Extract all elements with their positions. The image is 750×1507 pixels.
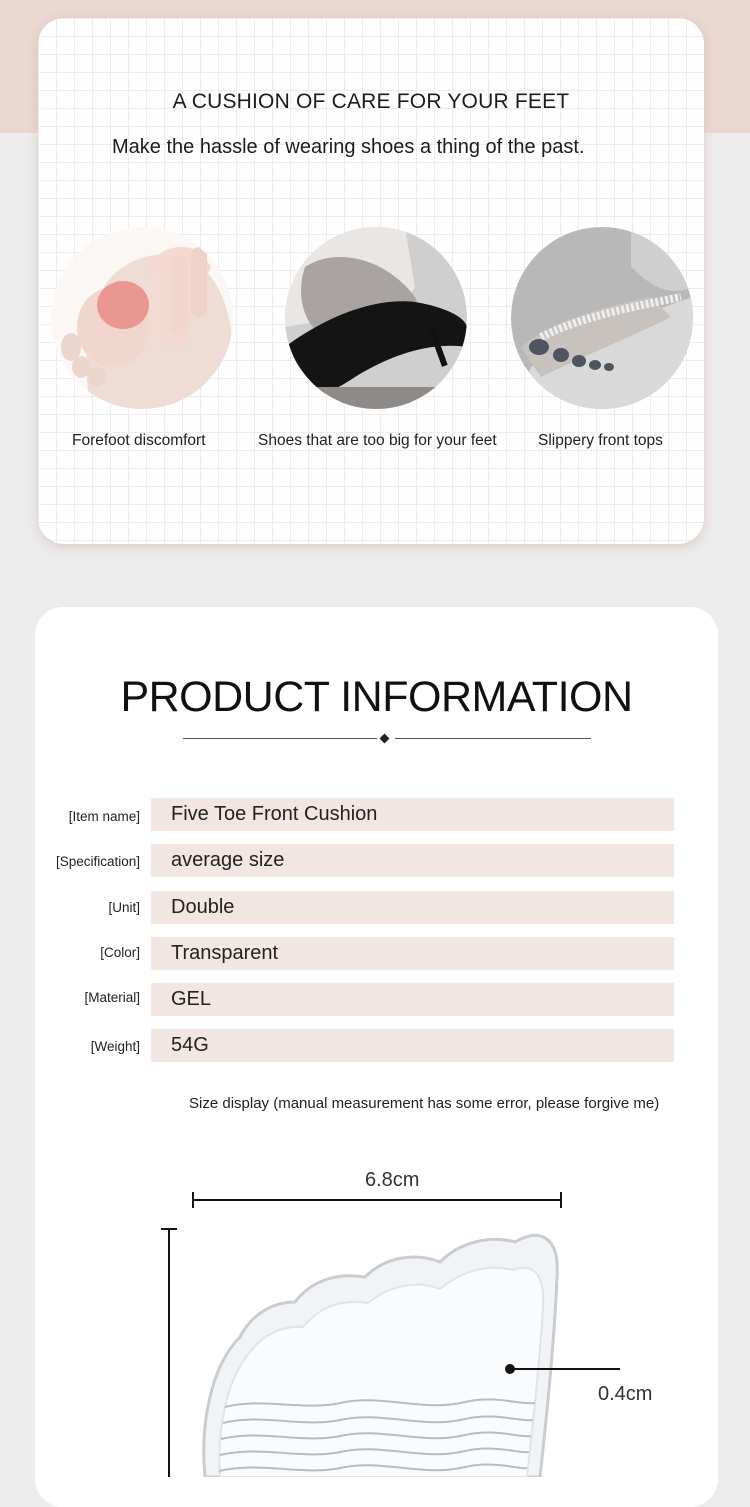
sandal-toes-photo-icon (511, 227, 693, 409)
title-divider-left (183, 738, 377, 739)
spec-label-unit: [Unit] (108, 900, 140, 915)
width-dimension-line (193, 1192, 561, 1208)
spec-label-weight: [Weight] (90, 1039, 140, 1054)
spec-row-material (151, 983, 674, 1016)
product-info-title: PRODUCT INFORMATION (120, 673, 633, 721)
loose-heel-photo-icon (285, 227, 467, 409)
spec-row-item-name (151, 798, 674, 831)
spec-value-item-name: Five Toe Front Cushion (171, 803, 378, 825)
gel-cushion-image (204, 1235, 558, 1477)
size-display-note: Size display (manual measurement has some error, please forgive me) (189, 1095, 660, 1112)
spec-row-color (151, 937, 674, 970)
spec-value-material: GEL (171, 988, 212, 1010)
feet-care-card (38, 18, 704, 544)
spec-label-item-name: [Item name] (68, 809, 140, 824)
spec-row-unit (151, 891, 674, 924)
spec-label-specification: [Specification] (55, 854, 140, 869)
spec-label-color: [Color] (100, 945, 140, 960)
product-info-card (35, 607, 718, 1507)
cushion-size-diagram (35, 1167, 718, 1477)
care-headline: A CUSHION OF CARE FOR YOUR FEET (172, 90, 570, 113)
spec-row-weight (151, 1029, 674, 1062)
care-subline: Make the hassle of wearing shoes a thing of the past. (112, 136, 585, 158)
caption-slippery: Slippery front tops (538, 432, 663, 449)
spec-label-material: [Material] (84, 990, 140, 1005)
height-dimension-line (161, 1229, 177, 1477)
caption-forefoot: Forefoot discomfort (72, 432, 206, 449)
forefoot-photo-icon (51, 227, 233, 409)
thickness-label: 0.4cm (598, 1383, 653, 1405)
spec-value-specification: average size (171, 849, 285, 871)
title-divider-right (395, 738, 591, 739)
spec-value-weight: 54G (171, 1034, 209, 1056)
spec-value-unit: Double (171, 896, 235, 918)
caption-too-big: Shoes that are too big for your feet (258, 432, 497, 449)
spec-row-specification (151, 844, 674, 877)
spec-value-color: Transparent (171, 942, 279, 964)
diamond-icon (380, 734, 390, 744)
width-label: 6.8cm (365, 1169, 420, 1191)
